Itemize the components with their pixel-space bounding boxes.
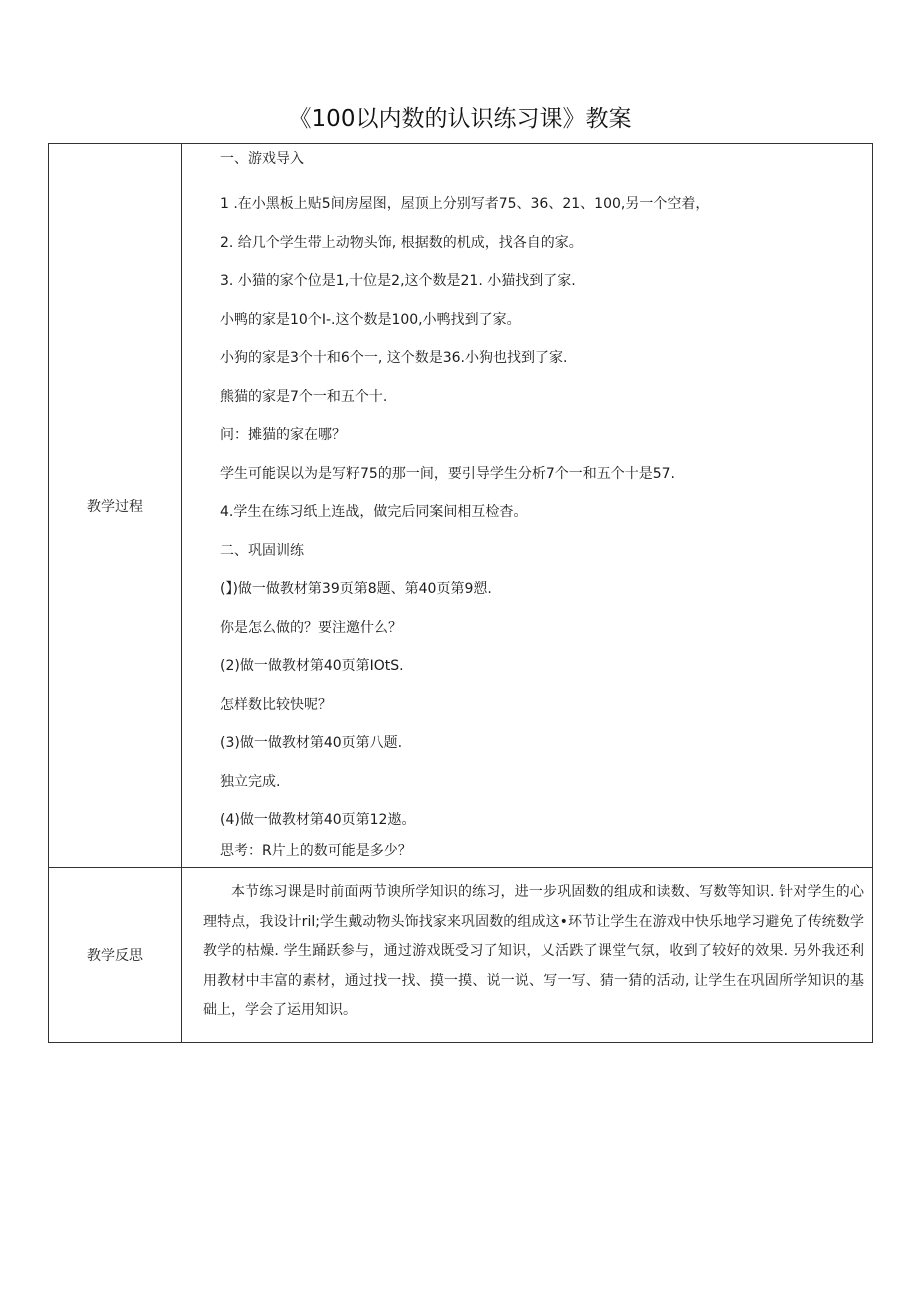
- table-row-process: [49, 144, 873, 868]
- content-line: (3)做一做教材第40页第八题.: [220, 735, 403, 751]
- table-row-reflection: [49, 868, 873, 1043]
- content-line: (】)做一做教材第39页第8题、第40页第9愬.: [220, 581, 492, 597]
- row-label-process: 教学过程: [49, 144, 182, 868]
- content-line: 1 .在小黑板上贴5间房屋图，屋顶上分别写者75、36、21、100,另一个空着，: [220, 196, 710, 212]
- content-line: 问：摊猫的家在哪？: [220, 427, 346, 443]
- document-title: 《100以内数的认识练习课》教案: [288, 106, 632, 132]
- content-line: (4)做一做教材第40页第12遨。: [220, 812, 416, 828]
- content-line: 2. 给几个学生带上动物头饰, 根据数的机成，找各自的家。: [220, 234, 583, 251]
- content-line: 熊猫的家是7个一和五个十.: [220, 388, 388, 405]
- reflection-paragraph: 本节练习课是时前面两节谀所学知识的练习，进一步巩固数的组成和读数、写数等知识. 针对学生的心理特点，我设计ril;学生戴动物头饰找家来巩固数的组成这•环节让学生在游戏中快乐地学习避免了传统数学教学的枯燥. 学生踊跃参与，通过游戏既受习了知识，乂活跌了课堂气氛，收到了较好的效果. 另外我还利用教材中丰富的素材，通过找一找、摸一摸、说一说、写一写、猜一猜的活动, 让学生在巩固所学知识的基础上，学会了运用知识。: [203, 884, 864, 1018]
- content-line: [220, 863, 872, 867]
- content-line: (2)做一做教材第40页第IOtS.: [220, 658, 404, 674]
- content-line: 独立完成.: [220, 773, 281, 790]
- content-line: 思考：R片上的数可能是多少？: [220, 843, 412, 859]
- process-content: [182, 144, 872, 867]
- content-line: 学生可能误以为是写籽75的那一间，要引导学生分析7个一和五个十是57.: [220, 465, 675, 482]
- row-label-reflection: 教学反思: [49, 868, 182, 1043]
- content-line: 怎样数比较快呢？: [220, 696, 332, 713]
- lesson-plan-table: [48, 143, 873, 1043]
- reflection-content-cell: [182, 868, 873, 1043]
- content-line: 一、游戏导入: [220, 151, 304, 167]
- content-line: 3. 小猫的家个位是1,十位是2,这个数是21. 小猫找到了家.: [220, 273, 576, 289]
- content-line: 你是怎么做的？要注邀什么？: [220, 619, 402, 636]
- process-content-cell: [182, 144, 873, 868]
- content-line: 4.学生在练习纸上连战，做完后同案间相互检杳。: [220, 504, 528, 520]
- content-line: 二、巩固训练: [220, 542, 304, 559]
- content-line: 小狗的家是3个十和6个一, 这个数是36.小狗也找到了家.: [220, 350, 568, 366]
- content-line: 小鸭的家是10个I-.这个数是100,小鸭找到了家。: [220, 311, 521, 328]
